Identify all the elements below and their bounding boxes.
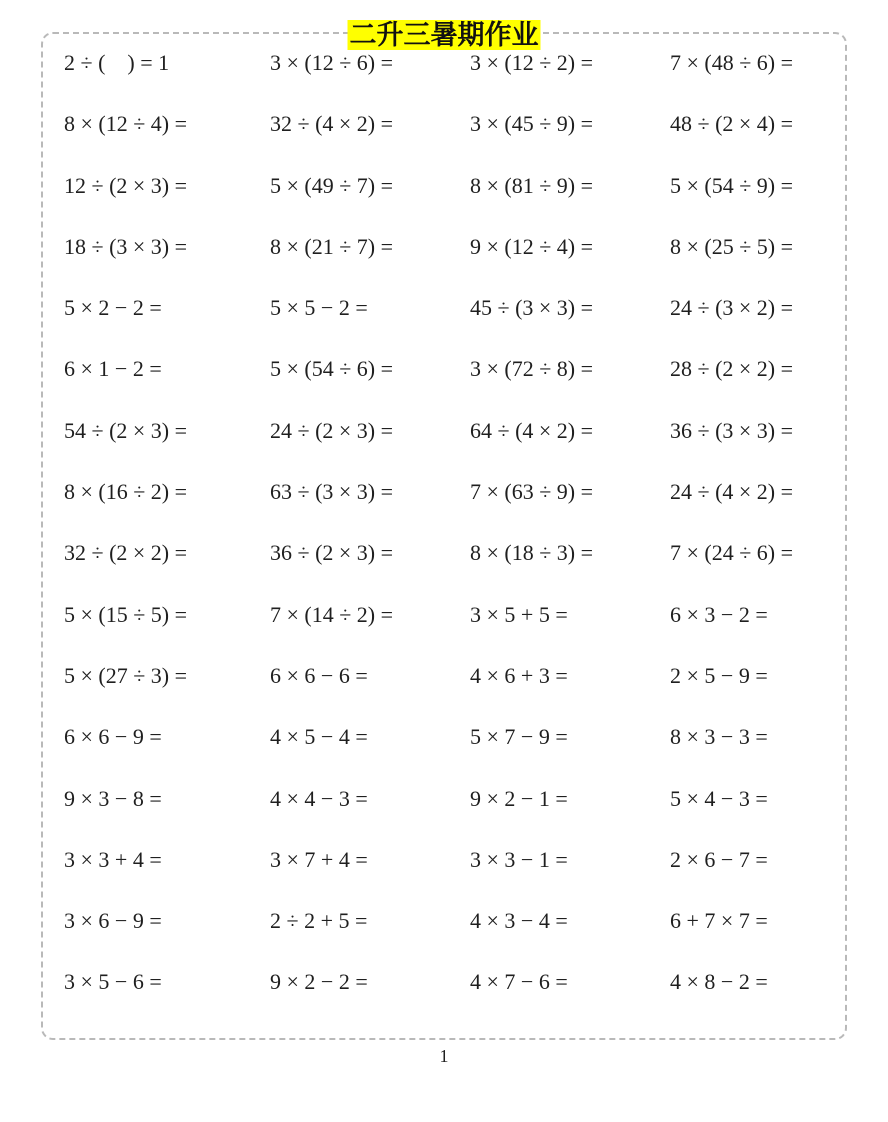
problem-r9-c4: 7 × (24 ÷ 6) = xyxy=(670,540,794,566)
problem-r10-c1: 5 × (15 ÷ 5) = xyxy=(64,601,188,627)
problem-r12-c1: 6 × 6 − 9 = xyxy=(64,724,162,750)
problem-r3-c4: 5 × (54 ÷ 9) = xyxy=(670,172,794,198)
problem-r15-c2: 2 ÷ 2 + 5 = xyxy=(270,908,368,934)
problem-r1-c4: 7 × (48 ÷ 6) = xyxy=(670,50,794,75)
problem-r11-c3: 4 × 6 + 3 = xyxy=(470,662,568,688)
problem-r3-c2: 5 × (49 ÷ 7) = xyxy=(270,172,394,198)
problem-r3-c1: 12 ÷ (2 × 3) = xyxy=(64,172,188,198)
problem-r4-c3: 9 × (12 ÷ 4) = xyxy=(470,233,594,259)
problem-r4-c2: 8 × (21 ÷ 7) = xyxy=(270,233,394,259)
problem-r13-c3: 9 × 2 − 1 = xyxy=(470,785,568,811)
problem-r11-c1: 5 × (27 ÷ 3) = xyxy=(64,662,188,688)
problem-r13-c1: 9 × 3 − 8 = xyxy=(64,785,162,811)
problem-r14-c2: 3 × 7 + 4 = xyxy=(270,846,368,872)
problem-r9-c1: 32 ÷ (2 × 2) = xyxy=(64,540,188,566)
problem-r15-c1: 3 × 6 − 9 = xyxy=(64,908,162,934)
page-number: 1 xyxy=(439,1046,449,1066)
problem-r10-c3: 3 × 5 + 5 = xyxy=(470,601,568,627)
problem-r5-c3: 45 ÷ (3 × 3) = xyxy=(470,295,594,321)
problem-r1-c3: 3 × (12 ÷ 2) = xyxy=(470,50,594,75)
problem-r7-c4: 36 ÷ (3 × 3) = xyxy=(670,417,794,443)
problem-r6-c1: 6 × 1 − 2 = xyxy=(64,356,162,382)
problem-r2-c4: 48 ÷ (2 × 4) = xyxy=(670,111,794,137)
problem-r6-c2: 5 × (54 ÷ 6) = xyxy=(270,356,394,382)
problem-r8-c1: 8 × (16 ÷ 2) = xyxy=(64,479,188,505)
problem-r6-c4: 28 ÷ (2 × 2) = xyxy=(670,356,794,382)
problem-r8-c4: 24 ÷ (4 × 2) = xyxy=(670,479,794,505)
problem-r14-c4: 2 × 6 − 7 = xyxy=(670,846,768,872)
problems-grid xyxy=(41,32,847,1040)
problem-r9-c3: 8 × (18 ÷ 3) = xyxy=(470,540,594,566)
problem-r14-c1: 3 × 3 + 4 = xyxy=(64,846,162,872)
problem-r1-c2: 3 × (12 ÷ 6) = xyxy=(270,50,394,75)
problem-r16-c4: 4 × 8 − 2 = xyxy=(670,969,768,995)
problem-r13-c4: 5 × 4 − 3 = xyxy=(670,785,768,811)
problem-r5-c2: 5 × 5 − 2 = xyxy=(270,295,368,321)
problem-r5-c4: 24 ÷ (3 × 2) = xyxy=(670,295,794,321)
problem-r8-c2: 63 ÷ (3 × 3) = xyxy=(270,479,394,505)
problem-r10-c2: 7 × (14 ÷ 2) = xyxy=(270,601,394,627)
problem-r15-c3: 4 × 3 − 4 = xyxy=(470,908,568,934)
problem-r9-c2: 36 ÷ (2 × 3) = xyxy=(270,540,394,566)
problem-r5-c1: 5 × 2 − 2 = xyxy=(64,295,162,321)
problem-r12-c2: 4 × 5 − 4 = xyxy=(270,724,368,750)
problem-r14-c3: 3 × 3 − 1 = xyxy=(470,846,568,872)
problem-r16-c3: 4 × 7 − 6 = xyxy=(470,969,568,995)
problem-r2-c3: 3 × (45 ÷ 9) = xyxy=(470,111,594,137)
problem-r6-c3: 3 × (72 ÷ 8) = xyxy=(470,356,594,382)
problem-r1-c1: 2 ÷ ( ) = 1 xyxy=(64,50,170,75)
problem-r7-c1: 54 ÷ (2 × 3) = xyxy=(64,417,188,443)
problem-r12-c4: 8 × 3 − 3 = xyxy=(670,724,768,750)
problem-r7-c3: 64 ÷ (4 × 2) = xyxy=(470,417,594,443)
problem-r10-c4: 6 × 3 − 2 = xyxy=(670,601,768,627)
problem-r12-c3: 5 × 7 − 9 = xyxy=(470,724,568,750)
problem-r11-c4: 2 × 5 − 9 = xyxy=(670,662,768,688)
problem-r16-c1: 3 × 5 − 6 = xyxy=(64,969,162,995)
problem-r13-c2: 4 × 4 − 3 = xyxy=(270,785,368,811)
problem-r4-c1: 18 ÷ (3 × 3) = xyxy=(64,233,188,259)
problem-r2-c1: 8 × (12 ÷ 4) = xyxy=(64,111,188,137)
problem-r2-c2: 32 ÷ (4 × 2) = xyxy=(270,111,394,137)
problem-r15-c4: 6 + 7 × 7 = xyxy=(670,908,768,934)
problem-r16-c2: 9 × 2 − 2 = xyxy=(270,969,368,995)
problem-r7-c2: 24 ÷ (2 × 3) = xyxy=(270,417,394,443)
page-title: 二升三暑期作业 xyxy=(349,20,539,50)
problem-r11-c2: 6 × 6 − 6 = xyxy=(270,662,368,688)
problem-r4-c4: 8 × (25 ÷ 5) = xyxy=(670,233,794,259)
problem-r8-c3: 7 × (63 ÷ 9) = xyxy=(470,479,594,505)
problem-r3-c3: 8 × (81 ÷ 9) = xyxy=(470,172,594,198)
